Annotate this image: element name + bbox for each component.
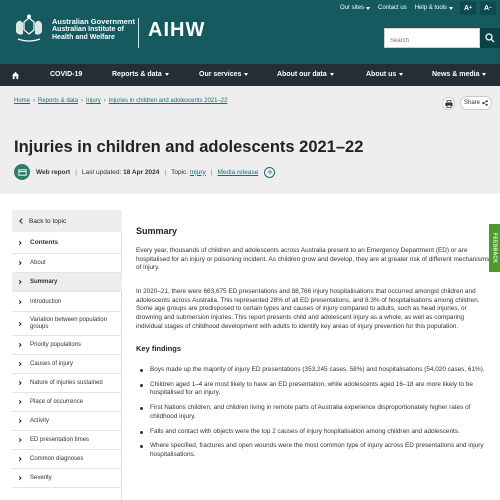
- print-icon: [445, 100, 453, 108]
- government-wordmark[interactable]: [52, 18, 135, 42]
- sidebar-item-priority[interactable]: [12, 336, 122, 355]
- breadcrumb-separator: ›: [103, 98, 106, 104]
- home-button[interactable]: [0, 64, 30, 86]
- more-info-icon[interactable]: [264, 167, 275, 178]
- sidebar-item-diagnoses[interactable]: [12, 450, 122, 469]
- breadcrumb-current[interactable]: Injuries in children and adolescents 2021–22: [108, 98, 228, 104]
- search-field: [384, 28, 480, 48]
- sidebar-item-severity[interactable]: [12, 469, 122, 488]
- summary-heading: Summary: [136, 226, 178, 236]
- font-increase-label: A: [464, 4, 470, 12]
- share-button[interactable]: [460, 96, 492, 110]
- search-input[interactable]: [385, 32, 475, 50]
- our-sites-link[interactable]: [340, 5, 370, 11]
- sidebar-item-place[interactable]: [12, 393, 122, 412]
- aihw-logo[interactable]: AIHW: [148, 19, 206, 41]
- sidebar-list: [12, 232, 122, 488]
- gov-line-1: Australian Government: [52, 17, 135, 26]
- chevron-right-icon: [17, 419, 21, 423]
- meta-separator: |: [210, 168, 213, 176]
- home-icon: [11, 71, 20, 80]
- sidebar-item-contents[interactable]: [12, 232, 122, 254]
- sidebar-item-label: Severity: [30, 475, 52, 481]
- sidebar-item-label: Contents: [30, 239, 59, 246]
- summary-paragraph-1: Every year, thousands of children and adolescents across Australia present to an Emergency Department (ED) or are hospitalised for an injury or poisoning incident. As children grow and develop, they are at greater risk of different mechanisms of injury.: [136, 247, 490, 272]
- sidebar-item-label: Nature of injuries sustained: [30, 380, 103, 386]
- sidebar-item-label: Place of occurrence: [30, 399, 84, 405]
- sidebar-item-label: Summary: [30, 279, 58, 285]
- topic-label: Topic:: [171, 168, 189, 176]
- main-nav: [0, 64, 500, 86]
- breadcrumb-home[interactable]: Home: [14, 98, 31, 104]
- help-tools-label: Help & tools: [414, 5, 448, 11]
- summary-paragraph-2: In 2020–21, there were 663,675 ED presentations and 88,766 injury hospitalisations that occurred amongst children and adolescents across Australia. This represented 28% of all ED presentations, and 8.3% of hospitalisations among children. Some age groups are predisposed to certain types and causes of injury compared to adults, such as head injuries, or drowning and submersion injuries. This report presents child and adolescent injury as a whole, as well as comparing individual stages of childhood development with adults to identify key areas of injury prevention for this population.: [136, 288, 480, 330]
- nav-label: Reports & data: [112, 71, 162, 78]
- chevron-right-icon: [17, 240, 21, 244]
- back-to-topic-link[interactable]: [12, 210, 122, 232]
- page-title: Injuries in children and adolescents 2021–22: [14, 138, 364, 156]
- font-decrease-button[interactable]: A −: [480, 1, 496, 15]
- sidebar-item-label: ED presentation times: [30, 437, 90, 443]
- nav-label: News & media: [432, 71, 480, 78]
- nav-label: About our data: [277, 71, 327, 78]
- sidebar-item-label: Activity: [30, 418, 50, 424]
- list-item: Falls and contact with objects were the top 2 causes of injury hospitalisation among children and adolescents.: [136, 428, 492, 437]
- topic-link[interactable]: Injury: [189, 168, 206, 176]
- share-label: Share: [463, 100, 480, 106]
- sidebar-item-about[interactable]: [12, 254, 122, 273]
- font-decrease-label: A: [484, 4, 490, 12]
- nav-label: Our services: [199, 71, 242, 78]
- report-sidebar: [12, 210, 122, 500]
- breadcrumb-separator: ›: [33, 98, 36, 104]
- breadcrumb-reports[interactable]: Reports & data: [38, 98, 79, 104]
- chevron-right-icon: [17, 321, 21, 325]
- print-button[interactable]: [442, 97, 455, 110]
- sidebar-item-label: Introduction: [30, 298, 62, 305]
- search-icon: [485, 33, 495, 43]
- chevron-down-icon: [330, 73, 334, 76]
- share-icon: [482, 100, 488, 106]
- sidebar-item-label: Causes of injury: [30, 361, 74, 367]
- sidebar-item-label: Variation between population groups: [30, 316, 107, 330]
- nav-item-reports[interactable]: [112, 71, 169, 78]
- key-findings-heading: Key findings: [136, 344, 182, 353]
- updated-label: Last updated:: [81, 168, 122, 176]
- back-to-topic-label: Back to topic: [29, 217, 67, 225]
- gov-line-2: Australian Institute of: [52, 26, 124, 33]
- breadcrumb: [14, 98, 227, 104]
- chevron-down-icon: [366, 7, 370, 10]
- breadcrumb-separator: ›: [81, 98, 84, 104]
- key-findings-list: [136, 366, 492, 466]
- sidebar-item-nature[interactable]: [12, 374, 122, 393]
- site-header: [0, 0, 500, 64]
- contact-us-link[interactable]: Contact us: [378, 5, 407, 11]
- sidebar-item-label: About: [30, 260, 46, 266]
- sidebar-item-ed-times[interactable]: [12, 431, 122, 450]
- list-item: Children aged 1–4 are most likely to have an ED presentation, while adolescents aged 16–18 are more likely to be hospitalised for an injury.: [136, 381, 492, 398]
- sidebar-item-summary[interactable]: [12, 273, 122, 292]
- gov-line-3: Health and Welfare: [52, 34, 115, 41]
- chevron-right-icon: [17, 381, 21, 385]
- report-type: Web report: [36, 168, 71, 176]
- chevron-down-icon: [399, 73, 403, 76]
- list-item: First Nations children, and children living in remote parts of Australia experience disproportionately higher rates of childhood injury.: [136, 404, 492, 421]
- web-report-icon: [14, 164, 30, 180]
- sidebar-item-variation[interactable]: [12, 312, 122, 336]
- feedback-tab[interactable]: FEEDBACK: [489, 224, 500, 272]
- nav-item-about-us[interactable]: [366, 71, 403, 78]
- chevron-down-icon: [244, 73, 248, 76]
- our-sites-label: Our sites: [340, 5, 365, 11]
- breadcrumb-injury[interactable]: Injury: [86, 98, 101, 104]
- list-item: Where specified, fractures and open wounds were the most common type of injury across ED presentations and injury hospitalisations.: [136, 442, 492, 459]
- utility-links: [340, 5, 453, 11]
- nav-label: About us: [366, 71, 397, 78]
- updated-date: 18 Apr 2024: [123, 168, 160, 176]
- nav-item-about-data[interactable]: [277, 71, 334, 78]
- sidebar-item-introduction[interactable]: [12, 292, 122, 312]
- list-item: Boys made up the majority of injury ED presentations (353,245 cases, 58%) and hospitalisations (54,020 cases, 61%).: [136, 366, 492, 375]
- chevron-down-icon: [449, 7, 453, 10]
- chevron-down-icon: [482, 73, 486, 76]
- sidebar-item-activity[interactable]: [12, 412, 122, 431]
- chevron-right-icon: [17, 280, 21, 284]
- search-button[interactable]: [480, 28, 500, 48]
- chevron-right-icon: [17, 476, 21, 480]
- chevron-right-icon: [17, 343, 21, 347]
- chevron-right-icon: [17, 299, 21, 303]
- meta-separator: |: [75, 168, 77, 176]
- chevron-left-icon: [19, 218, 25, 224]
- header-divider: [138, 18, 139, 48]
- chevron-right-icon: [17, 261, 21, 265]
- sidebar-item-label: Common diagnoses: [30, 456, 84, 462]
- chevron-right-icon: [17, 400, 21, 404]
- coat-of-arms-logo: [12, 14, 46, 44]
- nav-item-covid[interactable]: [50, 71, 82, 78]
- meta-separator: |: [164, 168, 167, 176]
- sidebar-item-label: Priority populations: [30, 342, 82, 348]
- nav-label: COVID-19: [50, 71, 83, 78]
- media-release-link[interactable]: Media release: [217, 168, 259, 176]
- chevron-right-icon: [17, 362, 21, 366]
- help-tools-link[interactable]: [415, 5, 453, 11]
- font-increase-button[interactable]: A +: [460, 1, 476, 15]
- sidebar-item-causes[interactable]: [12, 355, 122, 374]
- nav-item-services[interactable]: [199, 71, 248, 78]
- report-meta: [14, 164, 275, 180]
- chevron-right-icon: [17, 457, 21, 461]
- nav-item-news[interactable]: [432, 71, 486, 78]
- chevron-down-icon: [165, 73, 169, 76]
- chevron-right-icon: [17, 438, 21, 442]
